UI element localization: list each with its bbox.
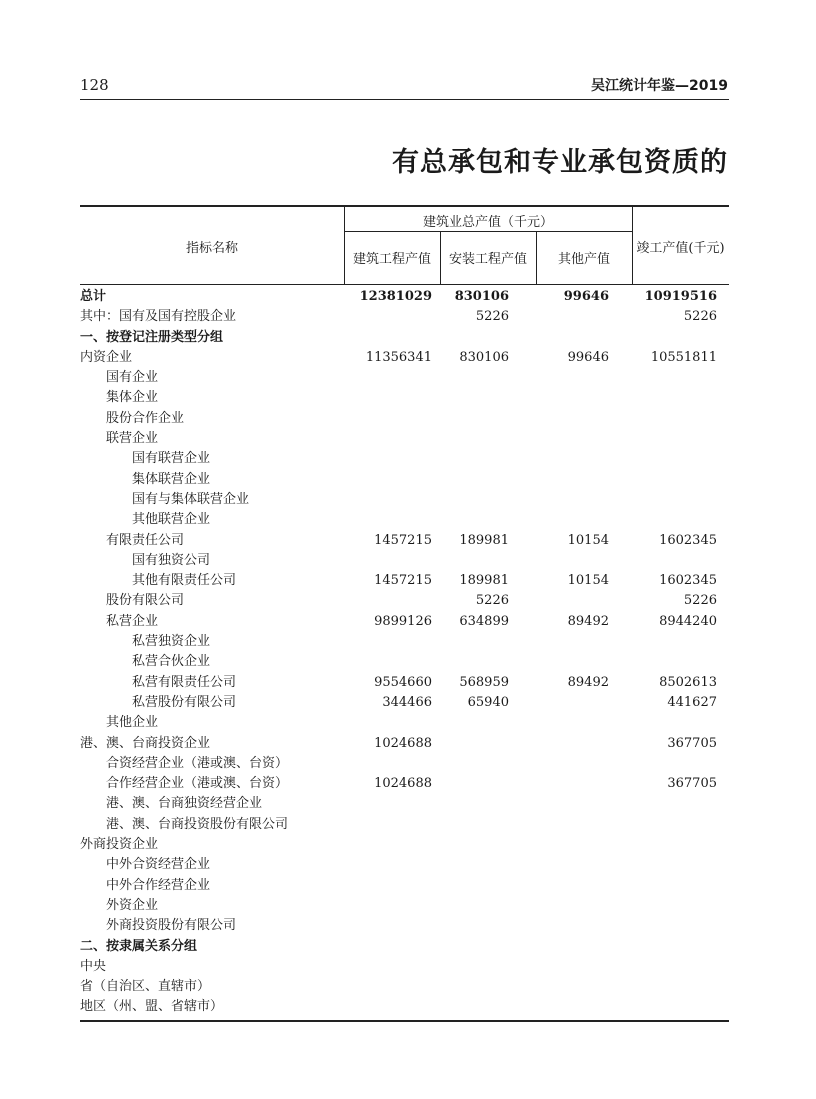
row-value-c4: 1602345 <box>659 532 717 548</box>
row-value-c4: 8502613 <box>659 674 717 690</box>
table-row <box>80 449 729 469</box>
row-label: 外商投资企业 <box>80 837 159 853</box>
row-label: 有限责任公司 <box>106 532 185 548</box>
table-row <box>80 916 729 936</box>
table-row <box>80 693 729 713</box>
table-row <box>80 855 729 875</box>
row-value-c2: 568959 <box>459 674 509 690</box>
table-row <box>80 470 729 490</box>
row-label: 集体企业 <box>106 390 159 406</box>
table-row <box>80 307 729 327</box>
header-other: 其他产值 <box>557 252 610 267</box>
table-body <box>80 285 729 1018</box>
row-value-c3: 99646 <box>567 349 609 365</box>
row-value-c2: 5226 <box>475 309 509 325</box>
row-value-c2: 189981 <box>459 573 509 589</box>
row-value-c4: 1602345 <box>659 573 717 589</box>
header-construction: 建筑工程产值 <box>352 252 431 267</box>
table-row <box>80 896 729 916</box>
row-value-c3: 99646 <box>563 289 609 304</box>
table-row <box>80 673 729 693</box>
table-row <box>80 388 729 408</box>
header-group: 建筑业总产值（千元） <box>422 215 553 230</box>
table-row <box>80 551 729 571</box>
row-value-c4: 367705 <box>667 735 717 751</box>
row-label: 省（自治区、直辖市） <box>80 979 211 995</box>
row-label: 中外合作经营企业 <box>106 877 211 893</box>
row-label: 国有独资公司 <box>132 552 211 568</box>
header-subrule <box>344 231 632 232</box>
row-label: 港、澳、台商投资股份有限公司 <box>106 816 289 832</box>
statistics-table <box>80 205 729 1022</box>
row-value-c2: 634899 <box>459 613 509 629</box>
row-value-c4: 8944240 <box>659 613 717 629</box>
row-label: 私营股份有限公司 <box>132 694 237 710</box>
table-row <box>80 591 729 611</box>
row-label: 其他联营企业 <box>132 512 211 528</box>
row-value-c3: 89492 <box>567 674 609 690</box>
row-value-c2: 5226 <box>475 593 509 609</box>
row-value-c1: 1024688 <box>374 735 432 751</box>
row-label: 外资企业 <box>106 897 159 913</box>
row-value-c2: 189981 <box>459 532 509 548</box>
table-row <box>80 612 729 632</box>
table-row <box>80 348 729 368</box>
row-label: 二、按隶属关系分组 <box>80 938 198 954</box>
row-value-c1: 1457215 <box>374 573 432 589</box>
row-value-c2: 830106 <box>454 289 509 304</box>
table-row <box>80 409 729 429</box>
row-value-c1: 1024688 <box>374 776 432 792</box>
row-label: 国有与集体联营企业 <box>132 491 250 507</box>
row-value-c1: 9554660 <box>374 674 432 690</box>
table-row <box>80 835 729 855</box>
header-rule <box>80 99 729 100</box>
table-row <box>80 774 729 794</box>
table-row <box>80 490 729 510</box>
row-label: 中央 <box>80 958 107 974</box>
row-label: 私营企业 <box>106 613 159 629</box>
table-row <box>80 794 729 814</box>
row-value-c3: 89492 <box>567 613 609 629</box>
row-label: 港、澳、台商投资企业 <box>80 735 211 751</box>
table-row <box>80 368 729 388</box>
row-value-c4: 5226 <box>683 593 717 609</box>
table-row <box>80 876 729 896</box>
table-row <box>80 429 729 449</box>
row-label: 外商投资股份有限公司 <box>106 918 237 934</box>
table-row <box>80 510 729 530</box>
table-row <box>80 734 729 754</box>
row-value-c4: 5226 <box>683 309 717 325</box>
row-value-c1: 12381029 <box>359 289 432 304</box>
row-label: 私营合伙企业 <box>132 654 211 670</box>
row-label: 中外合资经营企业 <box>106 857 211 873</box>
table-bottom-rule <box>80 1020 729 1022</box>
table-row <box>80 328 729 348</box>
row-value-c3: 10154 <box>567 532 609 548</box>
row-value-c1: 344466 <box>382 694 432 710</box>
row-value-c1: 1457215 <box>374 532 432 548</box>
row-label: 合作经营企业（港或澳、台资） <box>106 776 289 792</box>
row-value-c2: 830106 <box>459 349 509 365</box>
row-label: 联营企业 <box>106 431 159 447</box>
row-value-c4: 441627 <box>667 694 717 710</box>
row-label: 总计 <box>80 289 107 304</box>
table-row <box>80 957 729 977</box>
row-label: 私营独资企业 <box>132 634 211 650</box>
table-header <box>80 207 729 285</box>
row-label: 地区（州、盟、省辖市） <box>80 999 224 1015</box>
row-label: 其中：国有及国有控股企业 <box>80 309 237 325</box>
table-title: 有总承包和专业承包资质的 <box>392 147 728 178</box>
table-row <box>80 571 729 591</box>
table-row <box>80 977 729 997</box>
table-row <box>80 531 729 551</box>
row-label: 其他有限责任公司 <box>132 573 237 589</box>
row-label: 私营有限责任公司 <box>132 674 237 690</box>
header-indicator: 指标名称 <box>185 241 238 256</box>
header-completed: 竣工产值(千元) <box>636 241 725 256</box>
row-label: 国有企业 <box>106 370 159 386</box>
row-label: 内资企业 <box>80 349 133 365</box>
table-row <box>80 815 729 835</box>
row-label: 国有联营企业 <box>132 451 211 467</box>
table-row <box>80 754 729 774</box>
row-value-c4: 10551811 <box>650 349 717 365</box>
row-label: 港、澳、台商独资经营企业 <box>106 796 263 812</box>
row-value-c4: 367705 <box>667 776 717 792</box>
row-value-c1: 9899126 <box>374 613 432 629</box>
row-value-c1: 11356341 <box>365 349 432 365</box>
table-row <box>80 937 729 957</box>
row-value-c4: 10919516 <box>644 289 717 304</box>
running-title: 吴江统计年鉴—2019 <box>591 78 728 94</box>
table-row <box>80 713 729 733</box>
table-row <box>80 287 729 307</box>
row-label: 股份合作企业 <box>106 410 185 426</box>
table-row <box>80 632 729 652</box>
row-label: 其他企业 <box>106 715 159 731</box>
row-value-c3: 10154 <box>567 573 609 589</box>
page-number: 128 <box>80 76 109 94</box>
header-installation: 安装工程产值 <box>448 252 527 267</box>
row-value-c2: 65940 <box>467 694 509 710</box>
row-label: 一、按登记注册类型分组 <box>80 329 224 345</box>
table-row <box>80 652 729 672</box>
row-label: 集体联营企业 <box>132 471 211 487</box>
table-row <box>80 997 729 1017</box>
row-label: 合资经营企业（港或澳、台资） <box>106 755 289 771</box>
row-label: 股份有限公司 <box>106 593 185 609</box>
